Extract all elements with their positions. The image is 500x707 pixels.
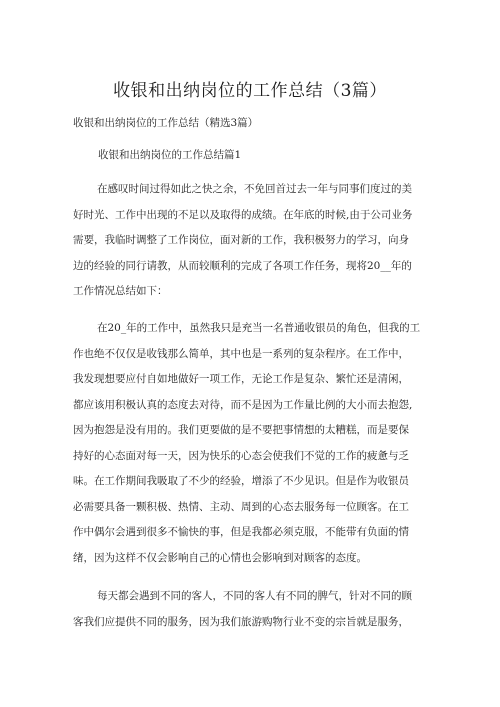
paragraph-line: 需要，我临时调整了工作岗位，面对新的工作，我积极努力的学习，向身 bbox=[73, 234, 409, 246]
paragraph-line: 作也绝不仅仅是收钱那么简单，其中也是一系列的复杂程序。在工作中， bbox=[73, 347, 409, 360]
paragraph-line: 持好的心态面对每一天，因为快乐的心态会使我们不觉的工作的疲惫与乏 bbox=[73, 449, 409, 462]
section-heading: 收银和出纳岗位的工作总结篇1 bbox=[98, 149, 242, 161]
paragraph-2 bbox=[73, 316, 433, 571]
paragraph-line: 味。在工作期间我吸取了不少的经验，增添了不少见识。但是作为收银员 bbox=[73, 475, 409, 487]
paragraph-line: 绪，因为这样不仅会影响自己的心情也会影响到对顾客的态度。 bbox=[73, 551, 367, 564]
paragraph-line: 作中偶尔会遇到很多不愉快的事，但是我都必须克服，不能带有负面的情 bbox=[73, 526, 409, 538]
paragraph-line: 我发现想要应付自如地做好一项工作，无论工作是复杂、繁忙还是清闲， bbox=[73, 373, 409, 385]
paragraph-1 bbox=[73, 177, 433, 305]
paragraph-line: 必需要具备一颗积极、热情、主动、周到的心态去服务每一位顾客。在工 bbox=[73, 500, 409, 513]
paragraph-line: 因为抱怨是没有用的。我们更要做的是不要把事情想的太糟糕，而是要保 bbox=[73, 424, 409, 436]
paragraph-line: 工作情况总结如下： bbox=[73, 285, 168, 297]
paragraph-line: 都应该用积极认真的态度去对待，而不是因为工作量比例的大小而去抱怨, bbox=[73, 398, 413, 411]
paragraph-line: 在感叹时间过得如此之快之余，不免回首过去一年与同事们度过的美 bbox=[97, 183, 412, 195]
paragraph-3 bbox=[73, 584, 433, 635]
document-title: 收银和出纳岗位的工作总结（3篇） bbox=[113, 81, 387, 101]
document-subtitle: 收银和出纳岗位的工作总结（精选3篇） bbox=[73, 117, 259, 129]
paragraph-line: 在20_年的工作中，虽然我只是充当一名普通收银员的角色，但我的工 bbox=[97, 322, 421, 334]
paragraph-line: 每天都会遇到不同的客人，不同的客人有不同的脾气，针对不同的顾 bbox=[97, 590, 412, 602]
paragraph-line: 客我们应提供不同的服务，因为我们旅游购物行业不变的宗旨就是服务， bbox=[73, 615, 409, 628]
paragraph-line: 好时光、工作中出现的不足以及取得的成绩。在年底的时候,由于公司业务 bbox=[73, 208, 413, 221]
paragraph-line: 边的经验的同行请教，从而较顺利的完成了各项工作任务，现将20__年的 bbox=[73, 259, 412, 272]
